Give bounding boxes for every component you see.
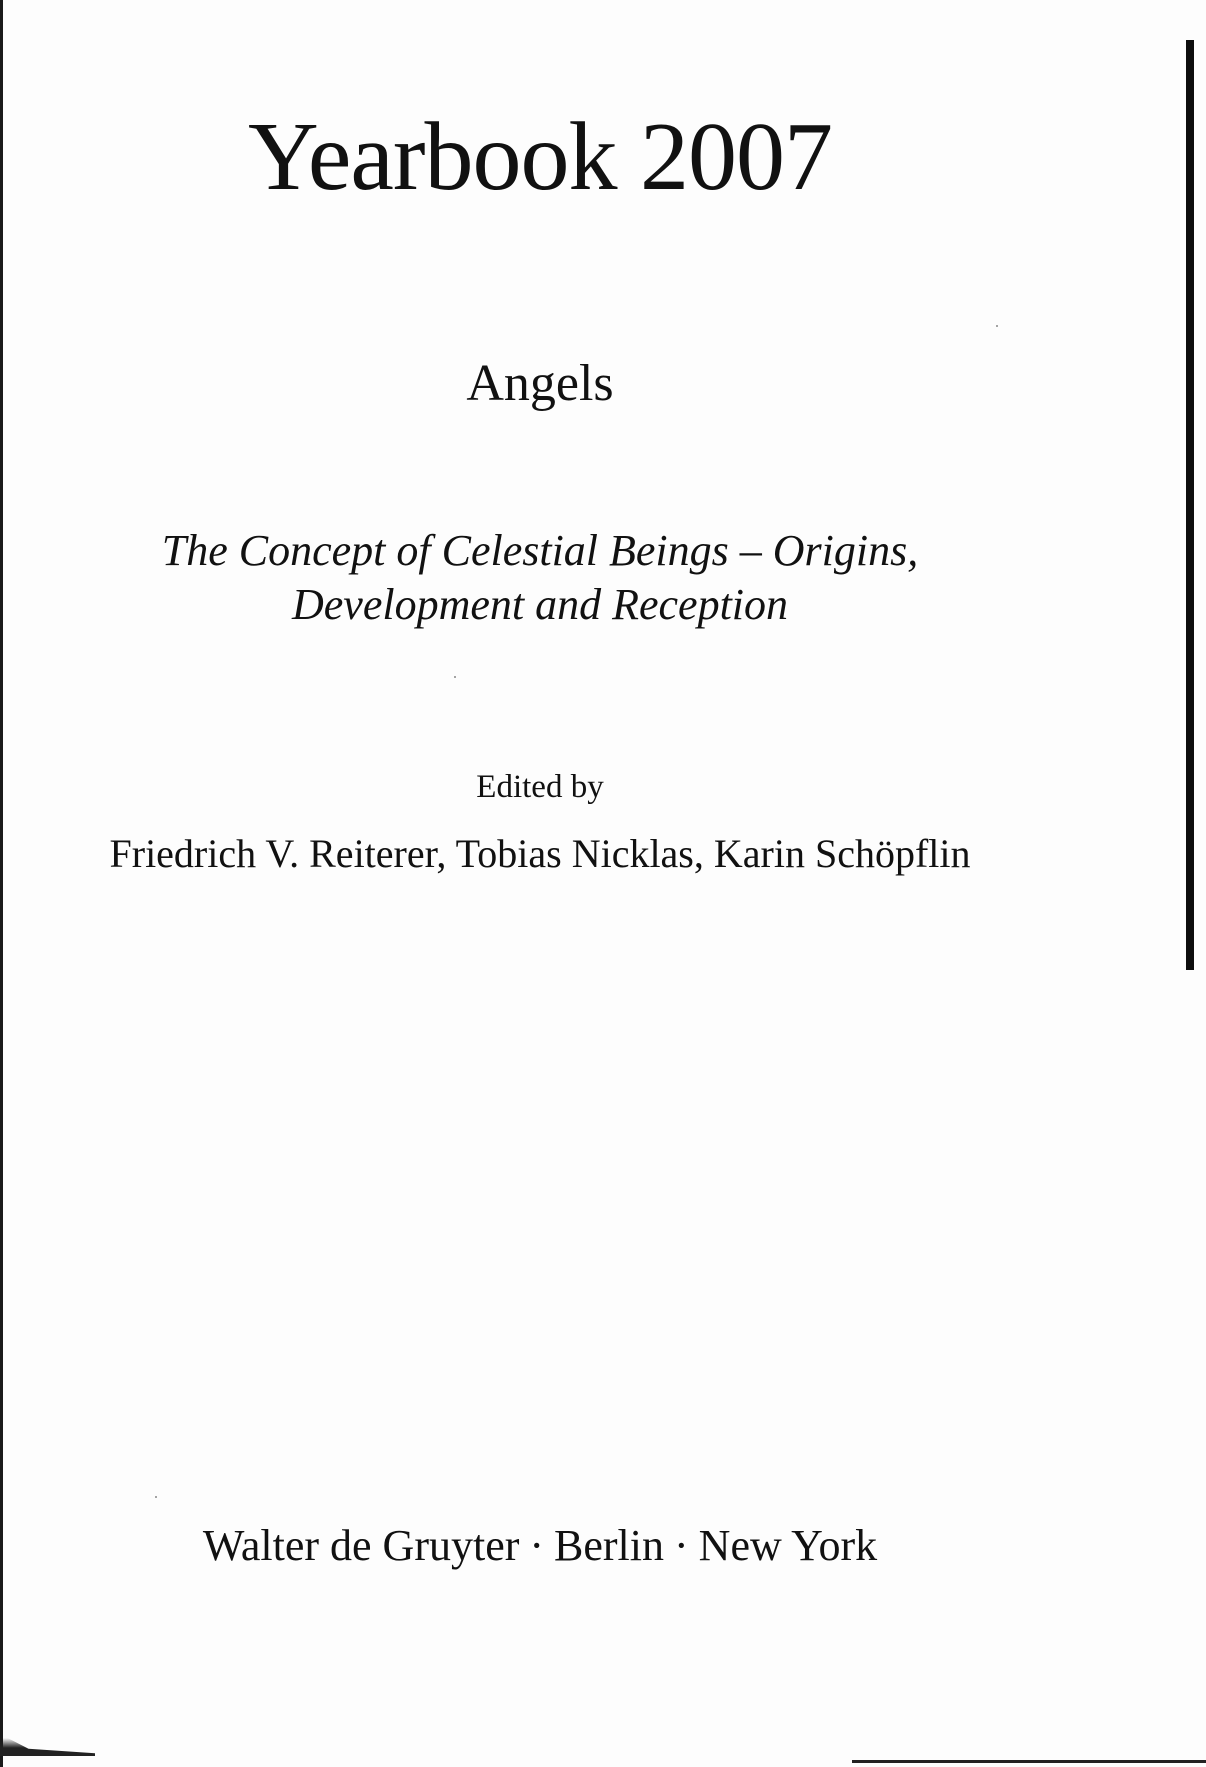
series-title: Yearbook 2007 xyxy=(247,103,833,211)
publisher-line xyxy=(0,1521,1080,1570)
publisher-name: Walter de Gruyter xyxy=(202,1521,520,1570)
publisher-separator: · xyxy=(674,1521,689,1570)
scan-bottom-edge xyxy=(852,1760,1206,1763)
publisher-city-new-york: New York xyxy=(698,1521,878,1570)
scan-left-foot-mark xyxy=(0,1738,95,1756)
scan-right-edge xyxy=(1186,40,1194,970)
publisher-separator: · xyxy=(529,1521,545,1570)
editors-list: Friedrich V. Reiterer, Tobias Nicklas, Karin Schöpflin xyxy=(109,831,971,876)
volume-subtitle-line-2: Development and Reception xyxy=(291,580,789,629)
edited-by-label: Edited by xyxy=(476,769,604,805)
volume-title: Angels xyxy=(466,355,614,412)
volume-subtitle-line-1: The Concept of Celestial Beings – Origins, xyxy=(161,526,919,575)
scan-speck xyxy=(996,325,998,327)
scan-left-edge xyxy=(0,0,3,1767)
volume-subtitle xyxy=(0,524,1080,632)
scan-speck xyxy=(155,1496,157,1498)
scan-speck xyxy=(454,676,456,678)
publisher-city-berlin: Berlin xyxy=(554,1521,665,1570)
